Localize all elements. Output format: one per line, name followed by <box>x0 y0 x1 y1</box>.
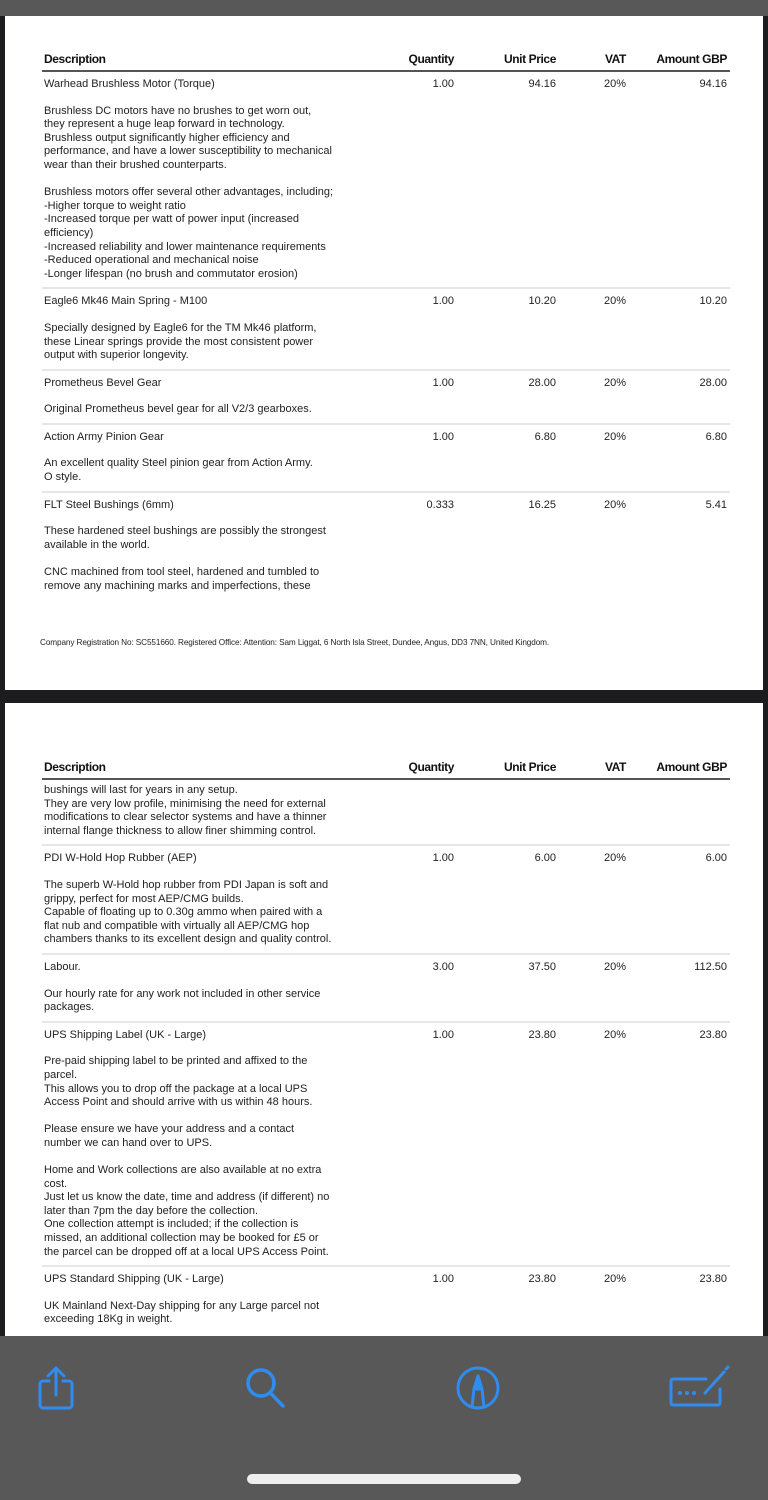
item-title: FLT Steel Bushings (6mm) <box>44 498 174 511</box>
item-description: An excellent quality Steel pinion gear from Action Army. O style. <box>44 457 313 484</box>
item-amount: 112.50 <box>694 960 727 973</box>
item-amount: 10.20 <box>699 295 727 308</box>
item-vat: 20% <box>603 78 626 90</box>
item-unit-price: 23.80 <box>528 1273 556 1286</box>
item-title: UPS Shipping Label (UK - Large) <box>44 1028 207 1041</box>
bottom-toolbar <box>0 1336 768 1500</box>
item-description: Brushless DC motors have no brushes to get worn out, they represent a huge leap forward in technology. Brushless output significantly higher efficiency and performance, and have a lower susceptibility to mechanical wear than their brushed counterparts. Brushless motors offer several other advantages, including; -Higher torque to weight ratio -Increased torque per watt of power input (increased efficiency) -Increased reliability and lower maintenance requirements -Reduced operational and mechanical noise -Longer lifespan (no brush and commutator erosion) <box>44 104 334 280</box>
item-quantity: 1.00 <box>432 1028 454 1041</box>
item-amount: 6.80 <box>705 430 727 443</box>
item-vat: 20% <box>603 376 626 389</box>
item-description: The superb W-Hold hop rubber from PDI Japan is soft and grippy, perfect for most AEP/CMG builds. Capable of floating up to 0.30g ammo when paired with a flat nub and compatible with virtually all AEP/CMG hop chambers thanks to its excellent design and quality control. <box>44 878 332 946</box>
item-description: Our hourly rate for any work not included in other service packages. <box>44 987 321 1014</box>
item-amount: 28.00 <box>699 376 727 389</box>
table-row <box>42 1023 730 1268</box>
item-amount: 5.41 <box>705 498 727 511</box>
table-row <box>42 289 730 370</box>
item-title: Labour. <box>44 960 81 973</box>
home-indicator[interactable] <box>247 1474 521 1484</box>
line-items-table <box>42 756 730 1333</box>
item-vat: 20% <box>603 1273 626 1286</box>
item-unit-price: 37.50 <box>528 960 556 973</box>
header-unit-price: Unit Price <box>503 760 556 774</box>
header-amount: Amount GBP <box>656 52 727 66</box>
item-quantity: 1.00 <box>432 376 454 389</box>
item-title: Eagle6 Mk46 Main Spring - M100 <box>44 295 208 308</box>
item-title: PDI W-Hold Hop Rubber (AEP) <box>44 852 197 865</box>
table-row <box>42 371 730 425</box>
item-quantity: 1.00 <box>432 430 454 443</box>
item-title: UPS Standard Shipping (UK - Large) <box>44 1273 224 1286</box>
share-button[interactable] <box>32 1364 80 1412</box>
item-unit-price: 16.25 <box>528 498 556 511</box>
header-vat: VAT <box>604 760 626 774</box>
header-amount: Amount GBP <box>656 760 727 774</box>
item-description: UK Mainland Next-Day shipping for any Large parcel not exceeding 18Kg in weight. <box>44 1299 320 1326</box>
markup-icon <box>455 1365 501 1411</box>
invoice-page-2[interactable] <box>5 703 763 1336</box>
item-description: bushings will last for years in any setup. They are very low profile, minimising the need for external modifications to clear selector systems and have a thinner internal flange thickness to allow finer shimming control. <box>44 784 327 837</box>
item-vat: 20% <box>603 430 626 443</box>
item-description: Original Prometheus bevel gear for all V2/3 gearboxes. <box>44 403 312 416</box>
item-quantity: 3.00 <box>432 960 454 973</box>
header-description: Description <box>44 760 106 774</box>
item-title: Action Army Pinion Gear <box>44 430 164 443</box>
signature-icon <box>668 1365 732 1411</box>
top-bar <box>0 0 768 16</box>
header-quantity: Quantity <box>408 52 454 66</box>
item-amount: 23.80 <box>699 1028 727 1041</box>
item-amount: 23.80 <box>699 1273 727 1286</box>
line-items-table <box>42 48 730 599</box>
item-description: These hardened steel bushings are possibly the strongest available in the world. CNC machined from tool steel, hardened and tumbled to remove any machining marks and imperfections, these <box>44 525 326 592</box>
header-vat: VAT <box>604 52 626 66</box>
invoice-page-1[interactable] <box>5 16 763 690</box>
item-description: Pre-paid shipping label to be printed and affixed to the parcel. This allows you to drop off the package at a local UPS Access Point and should arrive with us within 48 hours. Please ensure we have your address and a contact number we can hand over to UPS. Home and Work collections are also available at no extra cost. Just let us know the date, time and address (if different) no later than 7pm the day before the collection. One collection attempt is included; if the collection is missed, an additional collection may be booked for £5 or the parcel can be dropped off at a local UPS Access Point. <box>44 1055 330 1258</box>
search-icon <box>243 1365 289 1411</box>
item-unit-price: 6.80 <box>534 430 556 443</box>
table-row <box>42 72 730 289</box>
item-amount: 94.16 <box>699 78 727 90</box>
markup-button[interactable] <box>454 1364 502 1412</box>
table-header <box>42 48 730 72</box>
table-header <box>42 756 730 780</box>
item-unit-price: 94.16 <box>528 78 556 90</box>
item-quantity: 1.00 <box>432 295 454 308</box>
fill-and-sign-button[interactable] <box>668 1364 732 1412</box>
item-description: Specially designed by Eagle6 for the TM Mk46 platform, these Linear springs provide the most consistent power output with superior longevity. <box>44 321 317 362</box>
company-registration-footer: Company Registration No: SC551660. Registered Office: Attention: Sam Liggat, 6 North Isla Street, Dundee, Angus, DD3 7NN, United Kingdom. <box>40 638 550 647</box>
table-row <box>42 425 730 493</box>
table-row <box>42 846 730 955</box>
share-icon <box>36 1365 76 1411</box>
search-button[interactable] <box>242 1364 290 1412</box>
item-title: Warhead Brushless Motor (Torque) <box>44 78 215 90</box>
item-quantity: 1.00 <box>432 852 454 865</box>
item-unit-price: 10.20 <box>528 295 556 308</box>
item-quantity: 0.333 <box>426 498 454 511</box>
item-unit-price: 28.00 <box>528 376 556 389</box>
item-quantity: 1.00 <box>432 1273 454 1286</box>
item-vat: 20% <box>603 852 626 865</box>
item-title: Prometheus Bevel Gear <box>44 376 162 389</box>
item-vat: 20% <box>603 295 626 308</box>
item-vat: 20% <box>603 960 626 973</box>
header-description: Description <box>44 52 106 66</box>
item-quantity: 1.00 <box>432 78 454 90</box>
table-row <box>42 955 730 1023</box>
item-unit-price: 23.80 <box>528 1028 556 1041</box>
header-quantity: Quantity <box>408 760 454 774</box>
table-row <box>42 493 730 600</box>
item-vat: 20% <box>603 498 626 511</box>
item-vat: 20% <box>603 1028 626 1041</box>
table-row-continuation <box>42 780 730 846</box>
item-amount: 6.00 <box>705 852 727 865</box>
table-row <box>42 1267 730 1333</box>
header-unit-price: Unit Price <box>503 52 556 66</box>
item-unit-price: 6.00 <box>534 852 556 865</box>
